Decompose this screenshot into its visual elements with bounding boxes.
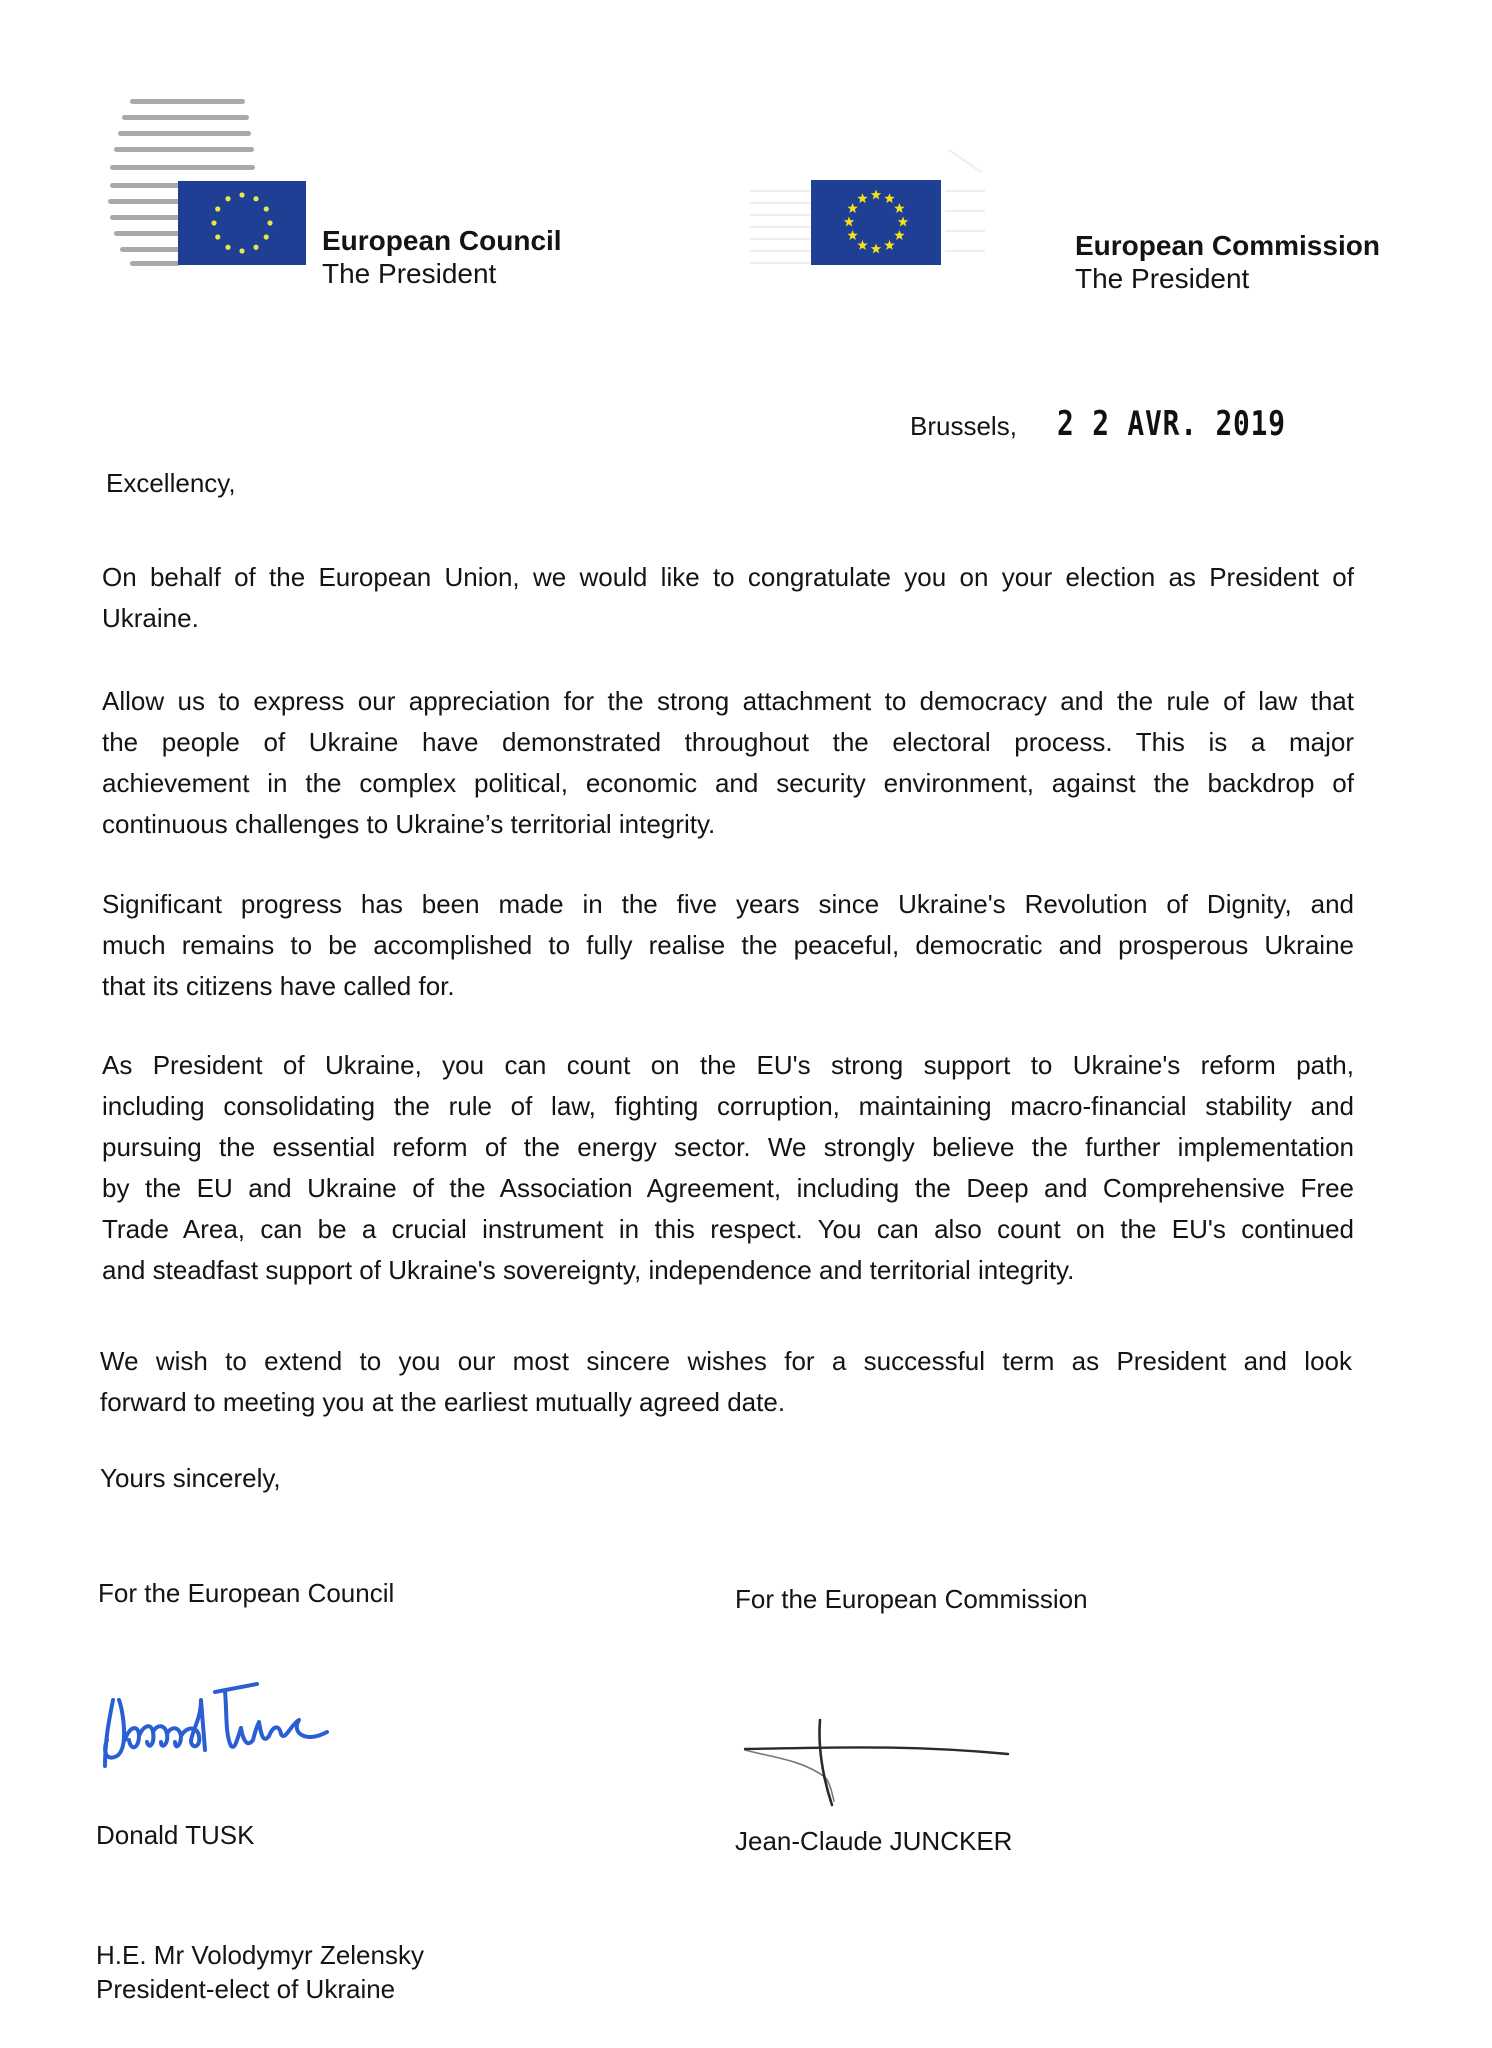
council-signatory-name: Donald TUSK bbox=[96, 1820, 255, 1850]
paragraph bbox=[102, 562, 1354, 644]
paragraph-line: Significant progress has been made in the five years since Ukraine's Revolution of Dignity, and bbox=[102, 889, 1354, 919]
star-icon bbox=[211, 220, 216, 225]
paragraph bbox=[102, 1050, 1354, 1296]
paragraph-line: We wish to extend to you our most sincere wishes for a successful term as President and look bbox=[100, 1346, 1352, 1376]
dateline-place: Brussels, bbox=[910, 411, 1017, 441]
recipient-name: H.E. Mr Volodymyr Zelensky bbox=[96, 1940, 424, 1970]
council-title: European Council bbox=[322, 225, 562, 256]
star-icon bbox=[215, 234, 220, 239]
commission-signatory-label: For the European Commission bbox=[735, 1584, 1088, 1614]
commission-signatory-name: Jean-Claude JUNCKER bbox=[735, 1826, 1013, 1856]
paragraph-line: and steadfast support of Ukraine's sovereignty, independence and territorial integrity. bbox=[102, 1255, 1075, 1285]
paragraph-line: pursuing the essential reform of the energy sector. We strongly believe the further implementation bbox=[102, 1132, 1354, 1162]
paragraph-line: Ukraine. bbox=[102, 603, 199, 633]
paragraph bbox=[102, 686, 1354, 850]
paragraph-line: that its citizens have called for. bbox=[102, 971, 455, 1001]
paragraph-line: forward to meeting you at the earliest mutually agreed date. bbox=[100, 1387, 786, 1417]
star-icon bbox=[239, 248, 244, 253]
paragraph-line: by the EU and Ukraine of the Association Agreement, including the Deep and Comprehensive Free bbox=[102, 1173, 1354, 1203]
salutation: Excellency, bbox=[106, 468, 236, 498]
eu-flag-icon bbox=[178, 181, 306, 265]
paragraph-line: the people of Ukraine have demonstrated throughout the electoral process. This is a major bbox=[102, 727, 1354, 757]
paragraph-line: Trade Area, can be a crucial instrument in this respect. You can also count on the EU's continued bbox=[102, 1214, 1354, 1244]
paragraph bbox=[100, 1346, 1352, 1428]
paragraph-line: Allow us to express our appreciation for the strong attachment to democracy and the rule of law that bbox=[102, 686, 1354, 716]
date-stamp: 2 2 AVR. 2019 bbox=[1057, 404, 1286, 444]
european-council-logo bbox=[100, 95, 320, 270]
star-icon bbox=[253, 196, 258, 201]
council-subtitle: The President bbox=[322, 258, 497, 289]
paragraph-line: continuous challenges to Ukraine’s territorial integrity. bbox=[102, 809, 716, 839]
paragraph-line: achievement in the complex political, economic and security environment, against the backdrop of bbox=[102, 768, 1354, 798]
juncker-signature bbox=[740, 1715, 1020, 1815]
star-icon bbox=[215, 206, 220, 211]
commission-title: European Commission bbox=[1075, 230, 1380, 261]
paragraph-line: including consolidating the rule of law, fighting corruption, maintaining macro-financial stability and bbox=[102, 1091, 1354, 1121]
star-icon bbox=[239, 192, 244, 197]
paragraph-line: As President of Ukraine, you can count on the EU's strong support to Ukraine's reform path, bbox=[102, 1050, 1354, 1080]
paragraph-line: On behalf of the European Union, we would like to congratulate you on your election as President of bbox=[102, 562, 1354, 592]
star-icon bbox=[253, 245, 258, 250]
tusk-signature bbox=[95, 1670, 495, 1780]
star-icon bbox=[225, 245, 230, 250]
star-icon bbox=[264, 234, 269, 239]
paragraph bbox=[102, 889, 1354, 1012]
star-icon bbox=[225, 196, 230, 201]
council-signatory-label: For the European Council bbox=[98, 1578, 395, 1608]
paragraph-line: much remains to be accomplished to fully realise the peaceful, democratic and prosperous Ukraine bbox=[102, 930, 1354, 960]
closing: Yours sincerely, bbox=[100, 1463, 281, 1493]
commission-subtitle: The President bbox=[1075, 263, 1250, 294]
star-icon bbox=[267, 220, 272, 225]
eu-flag-icon bbox=[811, 180, 941, 265]
star-icon bbox=[264, 206, 269, 211]
european-commission-logo bbox=[750, 120, 980, 285]
recipient-title: President-elect of Ukraine bbox=[96, 1974, 396, 2004]
